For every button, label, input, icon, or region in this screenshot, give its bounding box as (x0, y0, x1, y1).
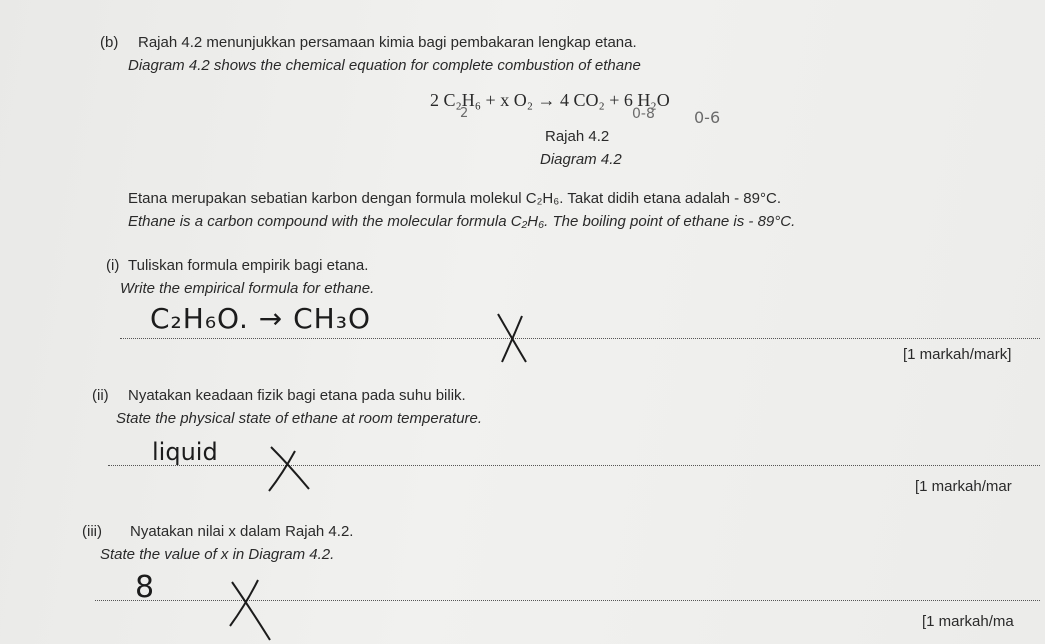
annotation-0-6: 0-6 (694, 108, 721, 127)
equation-caption-malay: Rajah 4.2 (545, 128, 610, 145)
info-malay: Etana merupakan sebatian karbon dengan formula molekul C₂H₆. Takat didih etana adalah - 89°C. (128, 190, 781, 207)
cross-mark-icon (492, 310, 532, 365)
question-iii-marks: [1 markah/ma (922, 613, 1014, 630)
part-label: (b) (100, 34, 119, 51)
answer-line-ii (108, 465, 1040, 466)
chemical-equation: 2 C₂H₆ + x O₂ → 4 CO₂ + 6 H₂O (430, 90, 670, 110)
question-ii-malay: Nyatakan keadaan fizik bagi etana pada suhu bilik. (128, 387, 466, 404)
question-i-answer: C₂H₆O. → CH₃O (150, 302, 371, 335)
question-i-number: (i) (106, 257, 120, 274)
equation-caption-english: Diagram 4.2 (540, 151, 622, 168)
intro-malay: Rajah 4.2 menunjukkan persamaan kimia bagi pembakaran lengkap etana. (138, 34, 637, 51)
question-i-marks: [1 markah/mark] (903, 346, 1012, 363)
cross-mark-icon (228, 578, 276, 642)
question-iii-answer: 8 (135, 570, 155, 605)
question-ii-english: State the physical state of ethane at room temperature. (116, 410, 483, 427)
question-ii-answer: liquid (152, 438, 218, 466)
question-i-english: Write the empirical formula for ethane. (120, 280, 375, 297)
question-i-malay: Tuliskan formula empirik bagi etana. (128, 257, 369, 274)
info-english: Ethane is a carbon compound with the molecular formula C₂H₆. The boiling point of ethane is - 89°C. (128, 213, 796, 230)
intro-english: Diagram 4.2 shows the chemical equation for complete combustion of ethane (128, 57, 641, 74)
answer-line-i (120, 338, 1040, 339)
cross-mark-icon (265, 445, 315, 495)
annotation-0-8: 0-8 (632, 106, 655, 122)
question-iii-number: (iii) (82, 523, 102, 540)
annotation-2: 2 (460, 106, 469, 121)
question-ii-number: (ii) (92, 387, 109, 404)
question-ii-marks: [1 markah/mar (915, 478, 1012, 495)
question-iii-malay: Nyatakan nilai x dalam Rajah 4.2. (130, 523, 354, 540)
question-iii-english: State the value of x in Diagram 4.2. (100, 546, 335, 563)
